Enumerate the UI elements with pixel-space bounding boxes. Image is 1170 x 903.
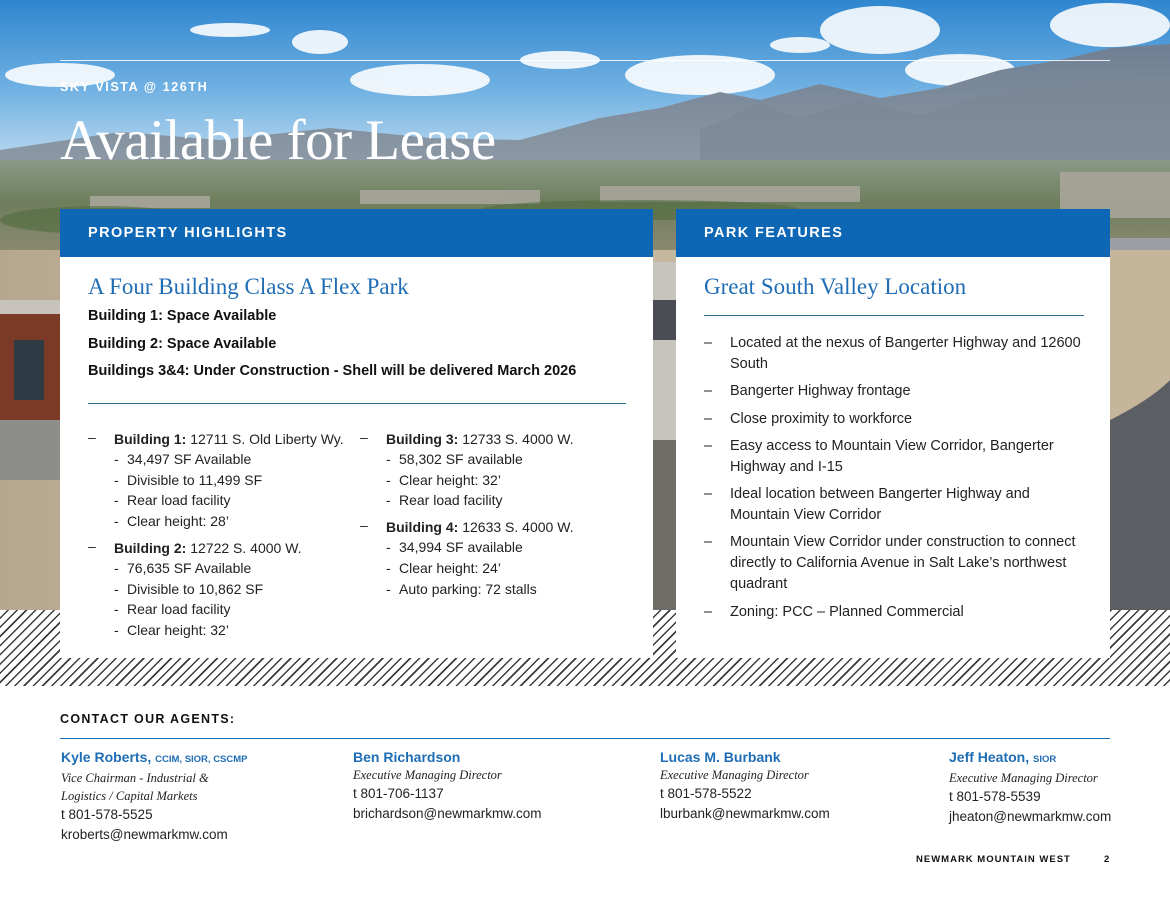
buildings-column-1 [88,429,368,647]
agent-title: Executive Managing Director [949,771,1098,785]
building-4-address: 12633 S. 4000 W. [462,519,574,536]
status-line-buildings-3-4: Buildings 3&4: Under Construction - Shell will be delivered March 2026 [88,363,577,379]
section-divider [704,315,1084,316]
building-4-detail: - Auto parking: 72 stalls [386,579,640,600]
building-3-address: 12733 S. 4000 W. [462,431,574,447]
contact-divider [60,738,1110,739]
list-dash: – [704,410,713,427]
list-dash: – [360,517,368,534]
building-3-detail: - 58,302 SF available [386,449,640,470]
building-1-label: Building 1: [114,431,187,447]
property-highlights-subtitle: A Four Building Class A Flex Park [88,274,409,299]
agent-title: Vice Chairman - Industrial & [61,771,209,785]
status-line-building-1: Building 1: Space Available [88,308,277,324]
list-item [704,532,1084,595]
property-highlights-panel [60,209,653,658]
agent-name: Ben Richardson [353,749,461,765]
building-1-address: 12711 S. Old Liberty Wy. [190,431,344,447]
agent-credentials: SIOR [1033,754,1057,765]
building-2-address: 12722 S. 4000 W. [190,539,302,556]
status-line-building-2: Building 2: Space Available [88,336,277,352]
building-1-item [88,429,368,532]
feature-text: Ideal location between Bangerter Highway and Mountain View Corridor [730,486,1030,524]
list-dash: – [704,383,713,400]
building-4-item [360,517,640,599]
park-features-list [704,333,1084,629]
building-2-detail: - 76,635 SF Available [114,558,368,579]
feature-text: Easy access to Mountain View Corridor, Bangerter Highway and I-15 [730,437,1054,475]
list-item [704,484,1084,526]
agent-email[interactable]: brichardson@newmarkmw.com [353,805,542,821]
page-number: 2 [1104,854,1110,865]
feature-text: Zoning: PCC – Planned Commercial [730,603,964,620]
list-dash: – [360,429,368,445]
feature-text: Bangerter Highway frontage [730,383,911,400]
building-2-detail: - Clear height: 32’ [114,620,368,641]
list-dash: – [704,603,713,620]
agent-card-ben-richardson [353,748,542,823]
building-1-detail: - Divisible to 11,499 SF [114,470,368,491]
agent-title: Executive Managing Director [660,768,809,782]
agent-phone[interactable]: t 801-578-5525 [61,807,153,822]
list-item [704,381,1084,402]
agent-card-kyle-roberts [61,748,248,844]
agent-title: Executive Managing Director [353,768,502,782]
section-divider [88,403,626,404]
agent-title: Logistics / Capital Markets [61,789,198,803]
building-2-label: Building 2: [114,539,187,556]
footer-brand: NEWMARK MOUNTAIN WEST [916,854,1071,865]
building-4-label: Building 4: [386,519,459,536]
building-1-detail: - Clear height: 28’ [114,511,368,532]
agent-phone[interactable]: t 801-578-5522 [660,786,752,801]
agent-phone[interactable]: t 801-578-5539 [949,789,1041,804]
building-3-item [360,429,640,511]
agent-card-lucas-burbank [660,748,830,823]
building-2-detail: - Divisible to 10,862 SF [114,579,368,600]
feature-text: Mountain View Corridor under construction to connect directly to California Avenue in Salt Lake’s northwest quadrant [730,534,1076,593]
property-highlights-heading: PROPERTY HIGHLIGHTS [60,209,653,257]
list-item [704,333,1084,375]
list-dash: – [704,437,713,454]
list-dash: – [704,335,713,351]
agent-name: Kyle Roberts, [61,749,152,765]
building-4-detail: - 34,994 SF available [386,537,640,558]
header-rule [60,60,1110,61]
park-features-subtitle: Great South Valley Location [704,274,967,299]
building-1-detail: - 34,497 SF Available [114,449,368,470]
contact-heading: CONTACT OUR AGENTS: [60,712,236,726]
agent-phone[interactable]: t 801-706-1137 [353,786,444,801]
page-title: Available for Lease [60,109,496,172]
agent-card-jeff-heaton [949,748,1111,826]
building-2-item [88,538,368,641]
list-item [704,409,1084,430]
agent-name: Jeff Heaton, [949,749,1030,765]
building-3-detail: - Rear load facility [386,490,640,511]
list-dash: – [704,486,713,503]
list-dash: – [704,534,713,551]
list-dash: – [88,429,96,445]
building-3-detail: - Clear height: 32’ [386,470,640,491]
buildings-column-2 [360,429,640,605]
park-features-panel [676,209,1110,658]
building-4-detail: - Clear height: 24’ [386,558,640,579]
list-item [704,436,1084,478]
park-features-heading: PARK FEATURES [676,209,1110,257]
feature-text: Located at the nexus of Bangerter Highway and 12600 South [730,335,1081,372]
agent-email[interactable]: lburbank@newmarkmw.com [660,805,830,821]
list-dash: – [88,537,96,554]
building-3-label: Building 3: [386,431,459,447]
agent-email[interactable]: kroberts@newmarkmw.com [61,826,228,842]
feature-text: Close proximity to workforce [730,410,913,427]
building-2-detail: - Rear load facility [114,599,368,620]
agent-credentials: CCIM, SIOR, CSCMP [155,754,248,765]
building-1-detail: - Rear load facility [114,490,368,511]
project-name: SKY VISTA @ 126TH [60,80,209,94]
agent-email[interactable]: jheaton@newmarkmw.com [949,808,1112,824]
agent-name: Lucas M. Burbank [660,749,781,765]
list-item [704,602,1084,623]
